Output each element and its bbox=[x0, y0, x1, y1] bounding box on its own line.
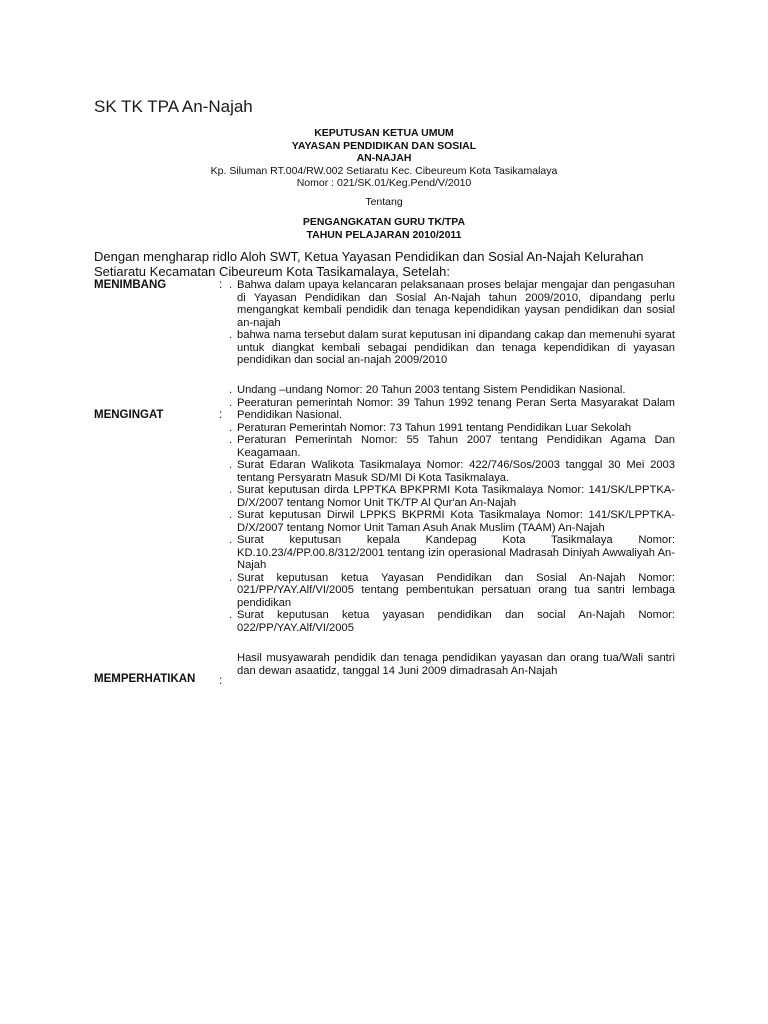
intro-paragraph: Dengan mengharap ridlo Aloh SWT, Ketua Yayasan Pendidikan dan Sosial An-Najah Kelurahan Setiaratu Kecamatan Cibeureum Kota Tasikamalaya, Setelah: bbox=[94, 249, 644, 279]
header-address: Kp. Siluman RT.004/RW.002 Setiaratu Kec. Cibeureum Kota Tasikamalaya bbox=[210, 164, 558, 177]
list-item: . Peraturan Pemerintah Nomor: 55 Tahun 2007 tentang Pendidikan Agama Dan Keagamaan. bbox=[229, 434, 675, 459]
list-item: . Surat keputusan Dirwil LPPKS BKPRMI Kota Tasikmalaya Nomor: 141/SK/LPPTKA-D/X/2007 tentang Nomor Unit Taman Asuh Anak Muslim (TAAM) An-Najah bbox=[229, 509, 675, 534]
decree-subject bbox=[94, 216, 674, 241]
menimbang-list bbox=[229, 279, 675, 367]
document-title: SK TK TPA An-Najah bbox=[94, 97, 253, 116]
list-item: . Surat Edaran Walikota Tasikmalaya Nomor: 422/746/Sos/2003 tanggal 30 Mei 2003 tentang Persyaratn Masuk SD/MI Di Kota Tasikmalaya. bbox=[229, 459, 675, 484]
menimbang-label: MENIMBANG bbox=[94, 279, 167, 291]
header-number: Nomor : 021/SK.01/Keg.Pend/V/2010 bbox=[296, 177, 472, 189]
list-item: . Peraturan Pemerintah Nomor: 73 Tahun 1991 tentang Pendidikan Luar Sekolah bbox=[229, 421, 632, 434]
list-item: . Surat keputusan dirda LPPTKA BPKPRMI Kota Tasikmalaya Nomor: 141/SK/LPPTKA-D/X/2007 tentang Nomor Unit TK/TP Al Qur'an An-Najah bbox=[229, 484, 675, 509]
memperhatikan-text: Hasil musyawarah pendidik dan tenaga pendidikan yayasan dan orang tua/Wali santri dan dewan asaatidz, tanggal 14 Juni 2009 dimadrasah An-Najah bbox=[237, 652, 675, 677]
memperhatikan-colon: : bbox=[219, 675, 223, 687]
header-line-3: AN-NAJAH bbox=[356, 152, 412, 164]
list-item: . Bahwa dalam upaya kelancaran pelaksanaan proses belajar mengajar dan pengasuhan di Yayasan Pendidikan dan Sosial An-Najah tahun 2009/2010, dipandang perlu mengangkat kembali pendidik dan tenaga kependidikan yaysan pendidikan dan sosial an-najah bbox=[229, 279, 675, 329]
subject-line-1: PENGANGKATAN GURU TK/TPA bbox=[302, 216, 466, 228]
mengingat-colon: : bbox=[219, 409, 223, 421]
decree-header bbox=[94, 127, 674, 190]
header-line-1: KEPUTUSAN KETUA UMUM bbox=[314, 127, 454, 139]
mengingat-list bbox=[229, 384, 675, 634]
header-line-2: YAYASAN PENDIDIKAN DAN SOSIAL bbox=[291, 139, 477, 152]
list-item: . Surat keputusan kepala Kandepag Kota Tasikmalaya Nomor: KD.10.23/4/PP.00.8/312/2001 tentang izin operasional Madrasah Diniyah Awwaliyah An-Najah bbox=[229, 534, 675, 571]
list-item: . Surat keputusan ketua yayasan pendidikan dan social An-Najah Nomor: 022/PP/YAY.Alf/VI/2005 bbox=[229, 609, 675, 634]
header-tentang: Tentang bbox=[365, 196, 403, 208]
list-item: . Undang –undang Nomor: 20 Tahun 2003 tentang Sistem Pendidikan Nasional. bbox=[229, 384, 626, 396]
menimbang-colon: : bbox=[219, 279, 223, 291]
list-item: . Peeraturan pemerintah Nomor: 39 Tahun 1992 tenang Peran Serta Masyarakat Dalam Pendidikan Nasional. bbox=[229, 396, 675, 421]
memperhatikan-label: MEMPERHATIKAN bbox=[94, 673, 196, 685]
list-item: . bahwa nama tersebut dalam surat keputusan ini dipandang cakap dan memenuhi syarat untuk diangkat kembali sebagai pendidikan dan tenaga kependidikan di yayasan pendidikan dan social an-najah 2009/2010 bbox=[229, 329, 675, 366]
mengingat-label: MENGINGAT bbox=[94, 409, 164, 421]
list-item: . Surat keputusan ketua Yayasan Pendidikan dan Sosial An-Najah Nomor: 021/PP/YAY.Alf/VI/2005 tentang pembentukan persatuan orang tua santri lembaga pendidikan bbox=[229, 571, 675, 609]
subject-line-2: TAHUN PELAJARAN 2010/2011 bbox=[306, 228, 462, 241]
